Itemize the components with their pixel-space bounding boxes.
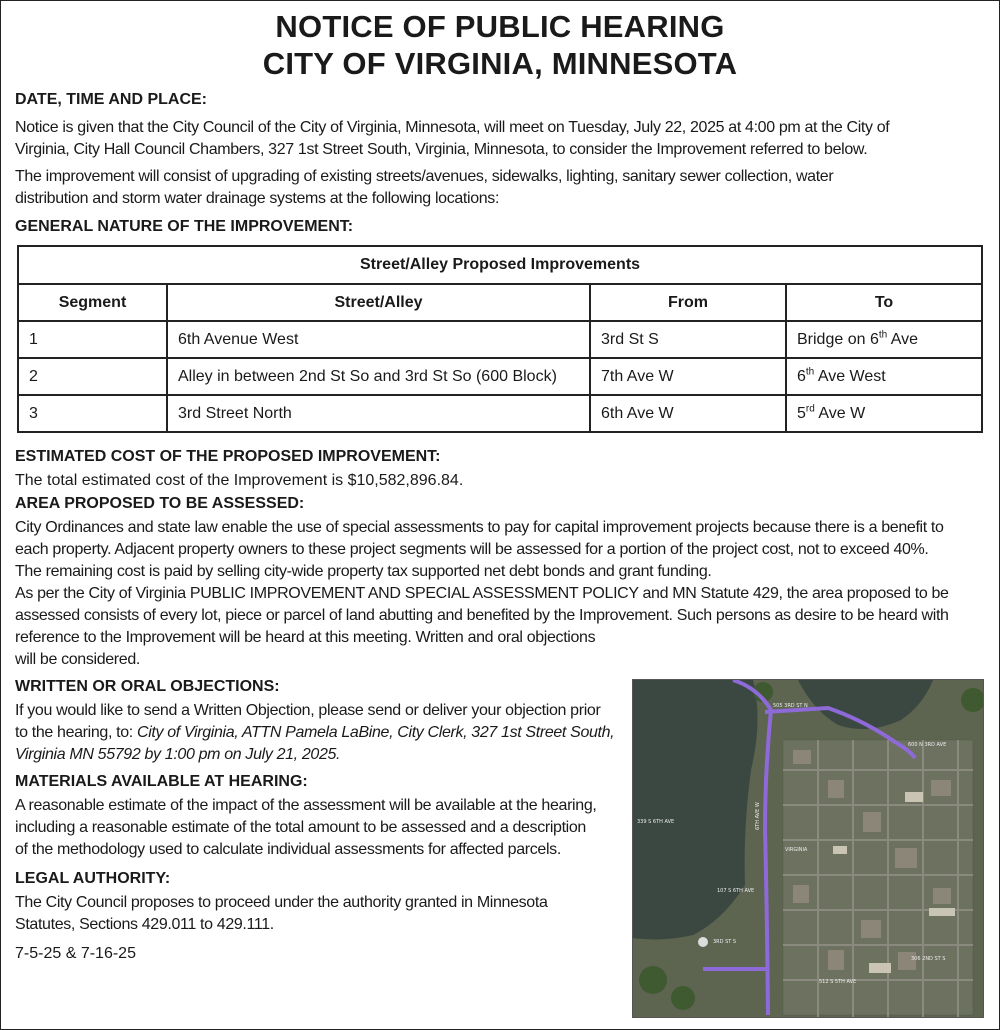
to-text: Ave West <box>814 367 886 385</box>
to-sup: th <box>805 366 815 378</box>
text-line: Notice is given that the City Council of the City of Virginia, Minnesota, will meet on Tuesday, July 22, 2025 at 4:00 pm at the City of <box>15 119 890 136</box>
materials-heading: MATERIALS AVAILABLE AT HEARING: <box>15 773 308 790</box>
to-text: 5 <box>797 404 806 422</box>
cell-segment: 1 <box>18 321 167 358</box>
general-nature-heading: GENERAL NATURE OF THE IMPROVEMENT: <box>15 218 354 235</box>
area-paragraph <box>15 517 985 671</box>
text-plain: to the hearing, to: <box>15 724 137 741</box>
map-label: VIRGINIA <box>785 847 808 853</box>
address-text: City of Virginia, ATTN Pamela LaBine, City Clerk, 327 1st Street South, <box>136 724 615 741</box>
table-caption: Street/Alley Proposed Improvements <box>18 246 982 284</box>
aerial-map <box>632 679 984 1018</box>
cell-segment: 3 <box>18 395 167 432</box>
col-header-from: From <box>590 284 786 321</box>
to-text: Ave <box>887 330 919 348</box>
cell-to <box>786 358 982 395</box>
publication-dates: 7-5-25 & 7-16-25 <box>15 945 136 962</box>
table-row <box>18 321 982 358</box>
date-heading: DATE, TIME AND PLACE: <box>15 91 207 108</box>
text-line: reference to the Improvement will be heard at this meeting. Written and oral objections <box>15 629 596 646</box>
text-line: If you would like to send a Written Objection, please send or deliver your objection prior <box>15 702 601 719</box>
improvements-table <box>17 245 983 433</box>
text-line: assessed consists of every lot, piece or parcel of land abutting and benefited by the Improvement. Such persons as desire to be heard with <box>15 607 949 624</box>
cell-from: 7th Ave W <box>590 358 786 395</box>
date-paragraph-1 <box>15 117 985 161</box>
cell-from: 6th Ave W <box>590 395 786 432</box>
cell-street: 3rd Street North <box>167 395 590 432</box>
text-line: As per the City of Virginia PUBLIC IMPROVEMENT AND SPECIAL ASSESSMENT POLICY and MN Statute 429, the area proposed to be <box>15 585 949 602</box>
text-line: including a reasonable estimate of the total amount to be assessed and a description <box>15 819 586 836</box>
objections-heading: WRITTEN OR ORAL OBJECTIONS: <box>15 678 280 695</box>
cell-street: 6th Avenue West <box>167 321 590 358</box>
text-line: A reasonable estimate of the impact of the assessment will be available at the hearing, <box>15 797 597 814</box>
map-label: 512 S 5TH AVE <box>819 979 857 985</box>
text-line: Statutes, Sections 429.011 to 429.111. <box>15 916 274 933</box>
to-sup: th <box>878 329 888 341</box>
map-label: 107 S 6TH AVE <box>717 888 755 894</box>
cell-segment: 2 <box>18 358 167 395</box>
to-sup: rd <box>805 403 815 415</box>
title-line-1: NOTICE OF PUBLIC HEARING <box>275 9 725 44</box>
address-text: Virginia MN 55792 by 1:00 pm on July 21, 2025. <box>15 746 341 763</box>
text-line: will be considered. <box>15 651 140 668</box>
text-line: The improvement will consist of upgrading of existing streets/avenues, sidewalks, lighting, sanitary sewer collection, water <box>15 168 834 185</box>
col-header-segment: Segment <box>18 284 167 321</box>
to-text: Ave W <box>814 404 866 422</box>
map-label: 6TH AVE W <box>755 802 761 830</box>
cell-from: 3rd St S <box>590 321 786 358</box>
col-header-to: To <box>786 284 982 321</box>
date-paragraph-2 <box>15 166 985 210</box>
map-image <box>633 680 984 1018</box>
text-line: Virginia, City Hall Council Chambers, 327 1st Street South, Virginia, Minnesota, to consider the Improvement referred to below. <box>15 141 868 158</box>
table-row <box>18 358 982 395</box>
map-label: 339 S 6TH AVE <box>637 819 675 825</box>
text-line: The City Council proposes to proceed under the authority granted in Minnesota <box>15 894 548 911</box>
map-label: 600 N 3RD AVE <box>908 742 947 748</box>
text-line: each property. Adjacent property owners to these project segments will be assessed for a portion of the project cost, not to exceed 40%. <box>15 541 929 558</box>
cell-to <box>786 395 982 432</box>
col-header-street: Street/Alley <box>167 284 590 321</box>
text-line: City Ordinances and state law enable the use of special assessments to pay for capital improvement projects because there is a benefit to <box>15 519 944 536</box>
cost-text: The total estimated cost of the Improvement is $10,582,896.84. <box>15 472 464 489</box>
map-label: 306 2ND ST S <box>911 956 946 962</box>
notice-title <box>1 1 999 82</box>
area-heading: AREA PROPOSED TO BE ASSESSED: <box>15 495 305 512</box>
to-text: Bridge on 6 <box>797 330 879 348</box>
cell-street: Alley in between 2nd St So and 3rd St So (600 Block) <box>167 358 590 395</box>
map-label: 3RD ST S <box>713 939 737 945</box>
cost-heading: ESTIMATED COST OF THE PROPOSED IMPROVEMENT: <box>15 448 441 465</box>
map-label: 505 3RD ST N <box>773 703 808 709</box>
text-line: distribution and storm water drainage systems at the following locations: <box>15 190 500 207</box>
cell-to <box>786 321 982 358</box>
table-row <box>18 395 982 432</box>
legal-heading: LEGAL AUTHORITY: <box>15 870 171 887</box>
text-line: of the methodology used to calculate individual assessments for affected parcels. <box>15 841 561 858</box>
text-line: The remaining cost is paid by selling city-wide property tax supported net debt bonds and grant funding. <box>15 563 712 580</box>
title-line-2: CITY OF VIRGINIA, MINNESOTA <box>262 46 738 81</box>
to-text: 6 <box>797 367 806 385</box>
